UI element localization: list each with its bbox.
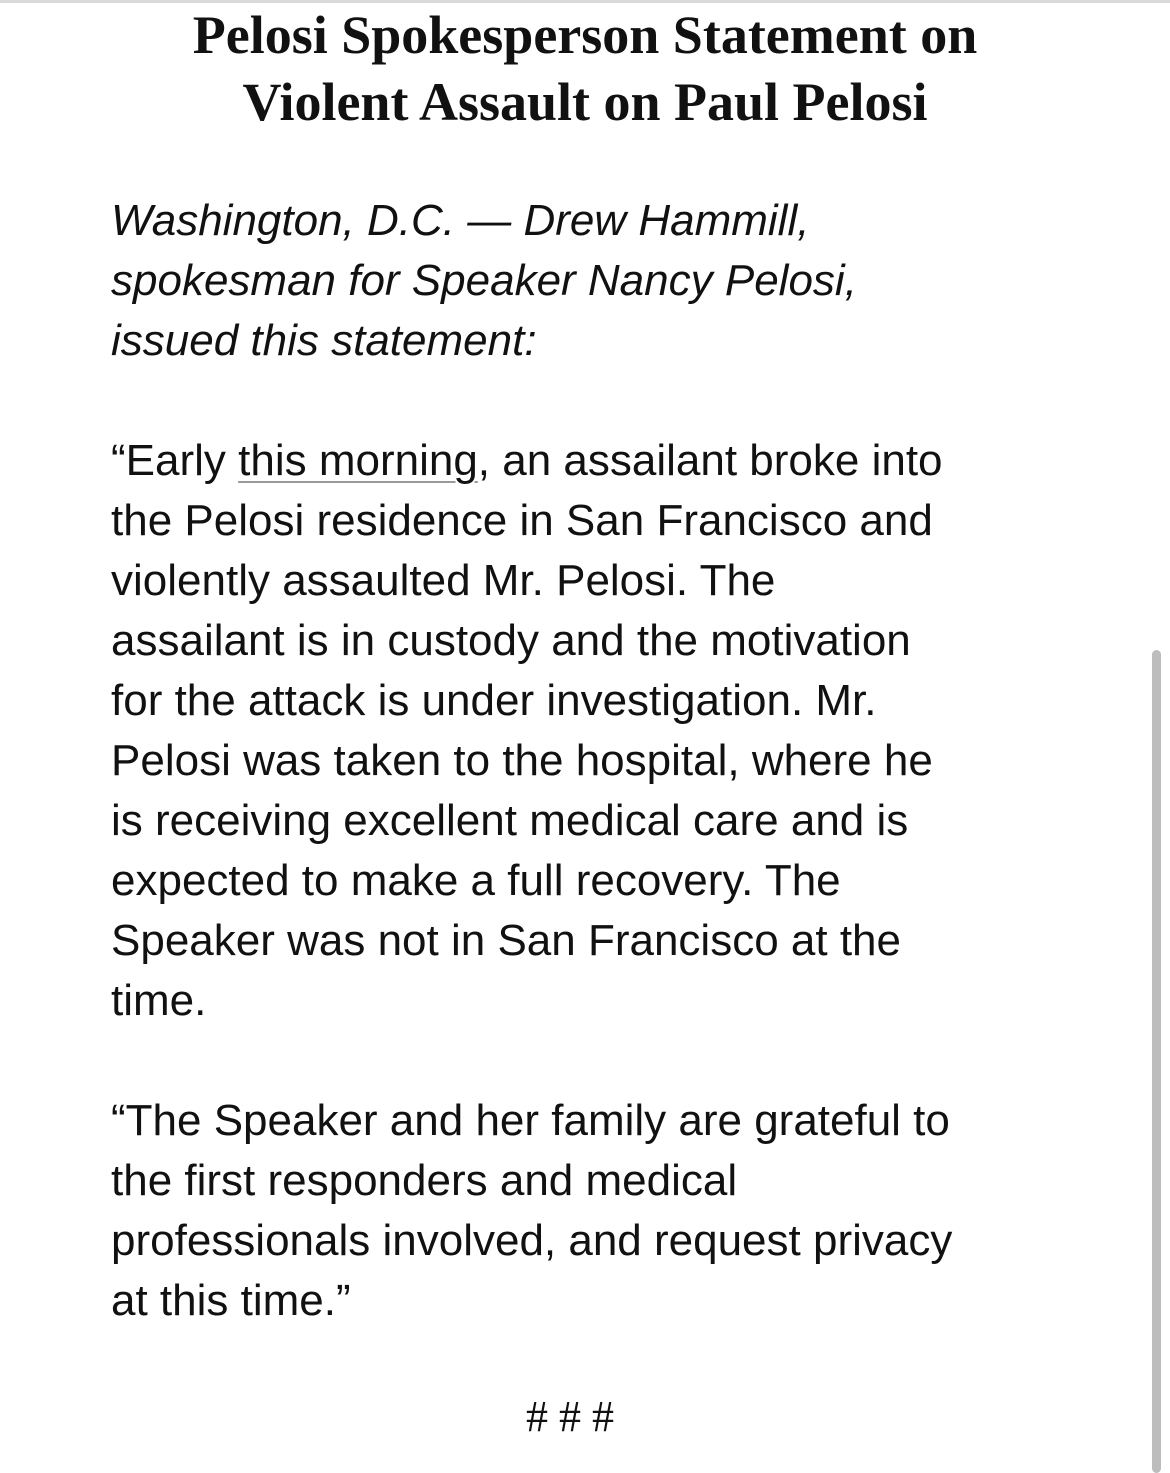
title-line-1: Pelosi Spokesperson Statement on	[192, 5, 978, 65]
paragraph-1-line-7: is receiving excellent medical care and is	[111, 796, 909, 845]
this-morning-link[interactable]: this morning	[238, 436, 478, 485]
paragraph-2-line-4: at this time.”	[111, 1276, 351, 1325]
paragraph-1-open: “Early	[111, 436, 239, 485]
paragraph-2-line-3: professionals involved, and request privacy	[111, 1216, 953, 1265]
paragraph-1-line-2: the Pelosi residence in San Francisco and	[111, 496, 933, 545]
statement-paragraph-1	[111, 431, 1071, 1031]
dateline	[111, 191, 1071, 371]
paragraph-1-line-1-rest: , an assailant broke into	[477, 436, 943, 485]
paragraph-1-line-3: violently assaulted Mr. Pelosi. The	[111, 556, 776, 605]
paragraph-2-line-2: the first responders and medical	[111, 1156, 738, 1205]
paragraph-2-line-1: “The Speaker and her family are grateful to	[111, 1096, 950, 1145]
dateline-line-1: Washington, D.C. — Drew Hammill,	[111, 196, 810, 245]
dateline-line-3: issued this statement:	[111, 316, 537, 365]
paragraph-1-line-8: expected to make a full recovery. The	[111, 856, 841, 905]
dateline-line-2: spokesman for Speaker Nancy Pelosi,	[111, 256, 857, 305]
paragraph-1-line-5: for the attack is under investigation. Mr.	[111, 676, 877, 725]
paragraph-1-line-9: Speaker was not in San Francisco at the	[111, 916, 901, 965]
vertical-scrollbar[interactable]	[1152, 650, 1161, 1473]
paragraph-1-line-6: Pelosi was taken to the hospital, where he	[111, 736, 933, 785]
page-title	[60, 2, 1110, 136]
end-mark: # # #	[526, 1392, 614, 1441]
title-line-2: Violent Assault on Paul Pelosi	[242, 72, 928, 132]
paragraph-1-line-1	[111, 431, 1071, 491]
statement-paragraph-2	[111, 1091, 1071, 1331]
paragraph-1-line-4: assailant is in custody and the motivation	[111, 616, 911, 665]
paragraph-1-line-10: time.	[111, 976, 207, 1025]
